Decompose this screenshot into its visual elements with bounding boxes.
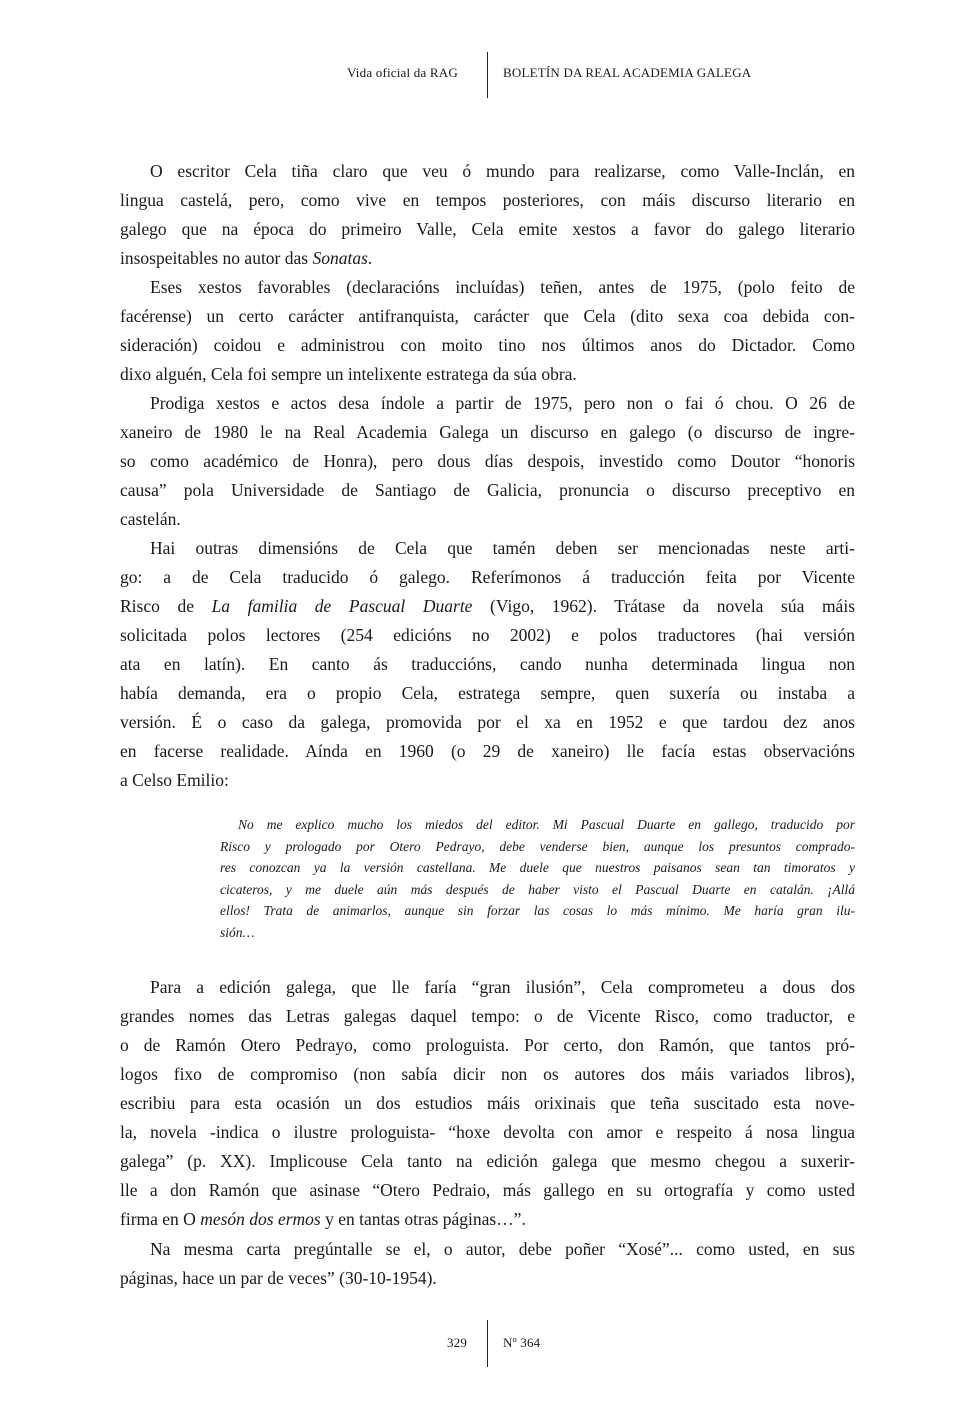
text-run: sión… — [220, 925, 255, 940]
paragraph-line — [120, 624, 855, 646]
text-run: lingua castelá, pero, como vive en tempos posteriores, con máis discurso literario en — [120, 190, 855, 210]
text-run: galego que na época do primeiro Valle, Cela emite xestos a favor do galego literario — [120, 219, 855, 239]
paragraph-line — [150, 392, 855, 414]
text-run: . — [367, 248, 373, 268]
text-run: firma en O — [120, 1209, 201, 1229]
text-run: lle a don Ramón que asinase “Otero Pedraio, más gallego en su ortografía y como usted — [120, 1180, 855, 1200]
text-run: No me explico mucho los miedos del editor. Mi Pascual Duarte en gallego, traducido por — [238, 817, 855, 832]
text-run: so como académico de Honra), pero dous días despois, investido como Doutor “honoris — [120, 451, 855, 471]
text-run: Eses xestos favorables (declaracións incluídas) teñen, antes de 1975, (polo feito de — [150, 277, 855, 297]
paragraph-line — [120, 1179, 855, 1201]
paragraph-line — [120, 479, 855, 501]
paragraph-line — [120, 247, 372, 269]
text-run: páginas, hace un par de veces” (30-10-1954). — [120, 1268, 437, 1288]
text-run: la, novela -indica o ilustre prologuista- “hoxe devolta con amor e respeito á nosa lingua — [120, 1122, 855, 1142]
text-run: xaneiro de 1980 le na Real Academia Galega un discurso en galego (o discurso de ingre- — [120, 422, 855, 442]
text-run: versión. É o caso da galega, promovida por el xa en 1952 e que tardou dez anos — [120, 712, 855, 732]
paragraph-line — [120, 363, 577, 385]
text-run: O escritor Cela tiña claro que veu ó mundo para realizarse, como Valle-Inclán, en — [150, 161, 855, 181]
text-run: en facerse realidade. Aínda en 1960 (o 29 de xaneiro) lle facía estas observacións — [120, 741, 855, 761]
text-run: escribiu para esta ocasión un dos estudios máis orixinais que teña suscitado esta nove- — [120, 1093, 855, 1113]
text-run: Prodiga xestos e actos desa índole a partir de 1975, pero non o fai ó chou. O 26 de — [150, 393, 855, 413]
text-run: go: a de Cela traducido ó galego. Referímonos á traducción feita por Vicente — [120, 567, 855, 587]
issue-number: Nº 364 — [503, 1335, 541, 1350]
text-run: castelán. — [120, 509, 181, 529]
paragraph-line — [120, 218, 855, 240]
italic-title: La familia de Pascual Duarte — [211, 596, 473, 616]
paragraph-line — [120, 682, 855, 704]
footer-divider — [487, 1320, 488, 1367]
paragraph-line — [120, 334, 855, 356]
text-run: Para a edición galega, que lle faría “gran ilusión”, Cela comprometeu a dous dos — [150, 977, 855, 997]
paragraph-line — [150, 1238, 855, 1260]
paragraph-line — [120, 566, 855, 588]
text-run: grandes nomes das Letras galegas daquel tempo: o de Vicente Risco, como traductor, e — [120, 1006, 855, 1026]
paragraph-line — [120, 189, 855, 211]
paragraph-line — [120, 1034, 855, 1056]
quote-line — [220, 838, 855, 856]
text-run: Hai outras dimensións de Cela que tamén deben ser mencionadas neste arti- — [150, 538, 855, 558]
text-run: cicateros, y me duele aún más después de haber visto el Pascual Duarte en catalán. ¡Allá — [220, 881, 855, 897]
text-run: (Vigo, 1962). Trátase da novela súa máis — [472, 596, 855, 616]
text-run: causa” pola Universidade de Santiago de Galicia, pronuncia o discurso preceptivo en — [120, 480, 855, 500]
running-header-journal: BOLETÍN DA REAL ACADEMIA GALEGA — [503, 65, 752, 80]
paragraph-line — [120, 653, 855, 675]
text-run: y en tantas otras páginas…”. — [320, 1209, 526, 1229]
text-run: sideración) coidou e administrou con moito tino nos últimos anos do Dictador. Como — [120, 335, 855, 355]
paragraph-line — [120, 1005, 855, 1027]
italic-title: mesón dos ermos — [200, 1209, 321, 1229]
paragraph-line — [150, 276, 855, 298]
text-run: solicitada polos lectores (254 edicións no 2002) e polos traductores (hai versión — [120, 625, 855, 645]
quote-line — [220, 859, 855, 877]
text-run: logos fixo de compromiso (non sabía dicir non os autores dos máis variados libros), — [120, 1064, 855, 1084]
text-run: facérense) un certo carácter antifranquista, carácter que Cela (dito sexa coa debida con- — [120, 306, 855, 326]
paragraph-line — [120, 305, 855, 327]
text-run: Risco de — [120, 596, 212, 616]
text-run: res conozcan ya la versión castellana. Me duele que nuestros paisanos sean tan timoratos y — [220, 860, 855, 876]
quote-line — [220, 881, 855, 899]
paragraph-line — [120, 450, 855, 472]
paragraph-line — [120, 508, 181, 530]
text-run: o de Ramón Otero Pedrayo, como prologuista. Por certo, don Ramón, que tantos pró- — [120, 1035, 855, 1055]
paragraph-line — [120, 711, 855, 733]
paragraph-line — [150, 160, 855, 182]
text-run: ata en latín). En canto ás traduccións, cando nunha determinada lingua non — [120, 654, 855, 674]
paragraph-line — [120, 1063, 855, 1085]
text-run: había demanda, era o propio Cela, estratega sempre, quen suxería ou instaba a — [120, 683, 855, 703]
italic-title: Sonatas — [312, 248, 368, 268]
quote-line — [220, 924, 255, 942]
text-run: ellos! Trata de animarlos, aunque sin forzar las cosas lo más mínimo. Me haría gran ilu- — [220, 903, 855, 919]
quote-line — [220, 902, 855, 920]
text-run: Risco y prologado por Otero Pedrayo, debe venderse bien, aunque los presuntos comprado- — [220, 838, 855, 854]
text-run: Na mesma carta pregúntalle se el, o autor, debe poñer “Xosé”... como usted, en sus — [150, 1239, 855, 1259]
text-run: insospeitables no autor das — [120, 248, 313, 268]
paragraph-line — [120, 1208, 526, 1230]
paragraph-line — [120, 421, 855, 443]
paragraph-line — [120, 1092, 855, 1114]
header-divider — [487, 52, 488, 98]
running-header-section: Vida oficial da RAG — [347, 65, 458, 80]
text-run: dixo alguén, Cela foi sempre un intelixente estratega da súa obra. — [120, 364, 577, 384]
page-number: 329 — [447, 1335, 468, 1350]
text-run: a Celso Emilio: — [120, 770, 229, 790]
paragraph-line — [120, 1267, 437, 1289]
paragraph-line — [120, 1121, 855, 1143]
quote-line — [238, 816, 855, 834]
paragraph-line — [150, 976, 855, 998]
paragraph-line — [120, 1150, 855, 1172]
paragraph-line — [120, 595, 855, 617]
paragraph-line — [150, 537, 855, 559]
text-run: galega” (p. XX). Implicouse Cela tanto na edición galega que mesmo chegou a suxerir- — [120, 1151, 855, 1171]
paragraph-line — [120, 740, 855, 762]
paragraph-line — [120, 769, 229, 791]
